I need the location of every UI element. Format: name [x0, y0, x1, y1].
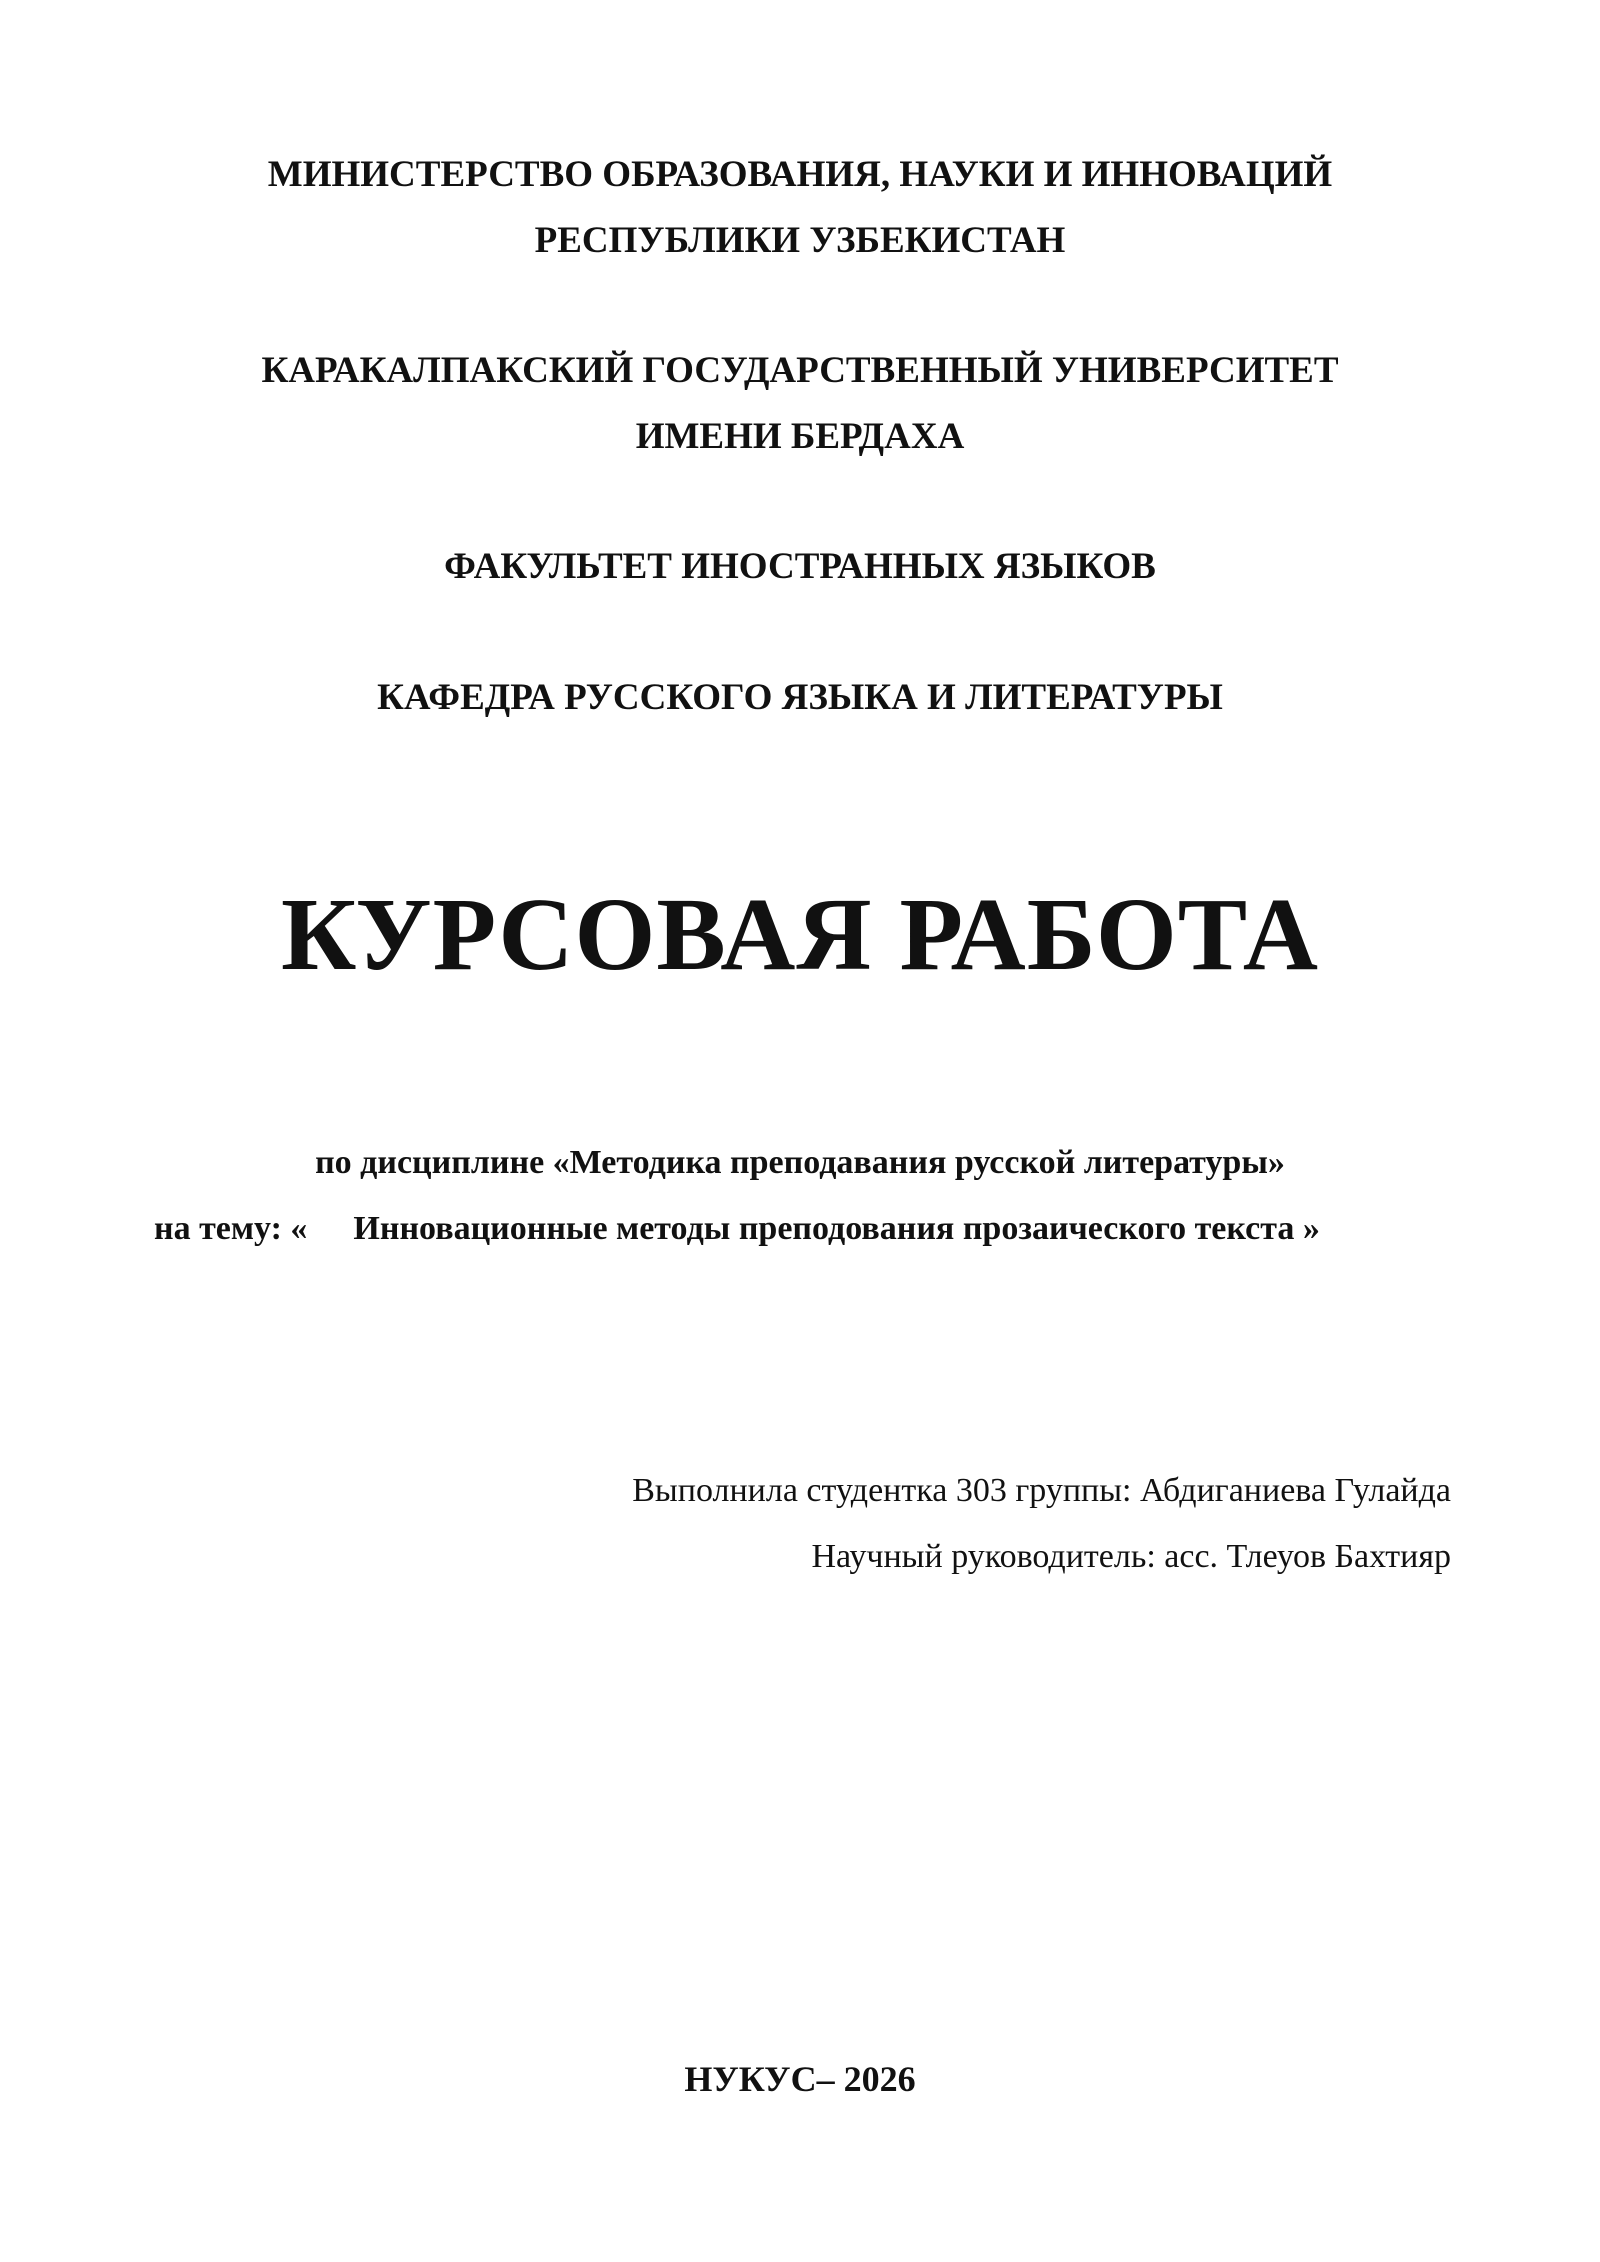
- authors-block: [351, 1458, 1451, 1590]
- university-line-1: КАРАКАЛПАКСКИЙ ГОСУДАРСТВЕННЫЙ УНИВЕРСИТЕТ: [261, 350, 1339, 391]
- ministry-line-1: МИНИСТЕРСТВО ОБРАЗОВАНИЯ, НАУКИ И ИННОВАЦИЙ: [267, 154, 1333, 195]
- discipline-block: [0, 1130, 1600, 1196]
- university-line-2: ИМЕНИ БЕРДАХА: [635, 416, 965, 457]
- topic-line: [154, 1196, 1454, 1262]
- topic-prefix: на тему: «: [154, 1210, 308, 1247]
- discipline-line: по дисциплине «Методика преподавания русской литературы»: [315, 1144, 1285, 1181]
- faculty-name: ФАКУЛЬТЕТ ИНОСТРАННЫХ ЯЗЫКОВ: [444, 546, 1156, 587]
- department-name: КАФЕДРА РУССКОГО ЯЗЫКА И ЛИТЕРАТУРЫ: [377, 677, 1223, 718]
- city-year: НУКУС– 2026: [684, 2059, 916, 2099]
- document-title: КУРСОВАЯ РАБОТА: [280, 877, 1320, 992]
- supervisor-line: Научный руководитель: асс. Тлеуов Бахтияр: [811, 1538, 1451, 1575]
- ministry-heading: [0, 142, 1600, 274]
- university-heading: [0, 338, 1600, 470]
- topic-text: Инновационные методы преподования прозаического текста »: [353, 1210, 1320, 1247]
- faculty-heading: [0, 534, 1600, 600]
- department-heading: [0, 665, 1600, 731]
- student-line: Выполнила студентка 303 группы: Абдиганиева Гулайда: [632, 1472, 1451, 1509]
- ministry-line-2: РЕСПУБЛИКИ УЗБЕКИСТАН: [534, 220, 1066, 261]
